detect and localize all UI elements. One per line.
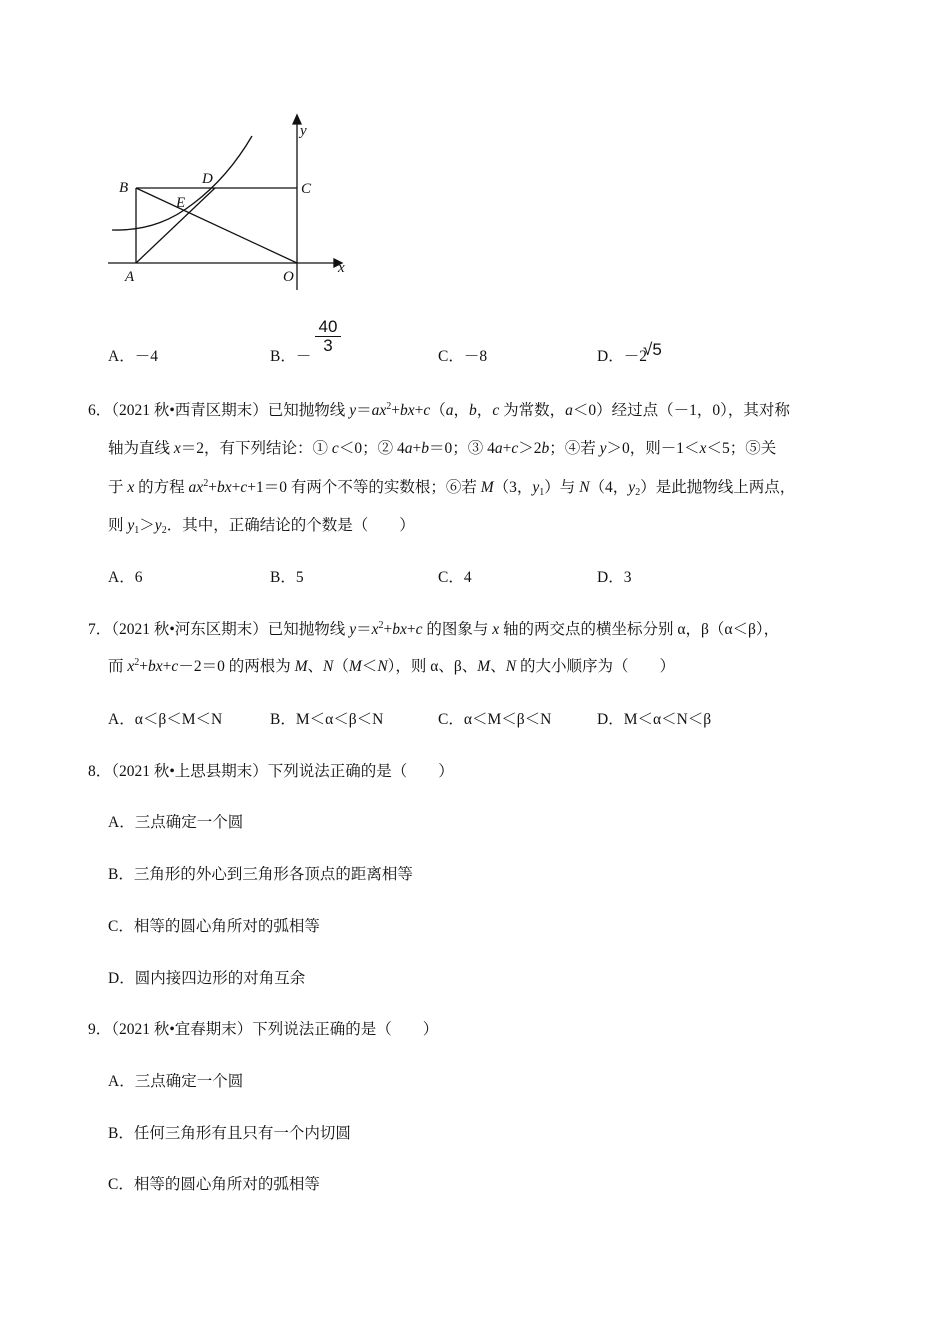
text-segment: 的图象与 <box>422 621 493 638</box>
text-segment: ＞0，则－1＜ <box>606 440 700 457</box>
text-segment: bx <box>392 621 407 638</box>
text-segment: （ <box>333 658 349 675</box>
text-segment: ＝ <box>356 402 372 419</box>
label-y: y <box>300 123 307 139</box>
answer-option: B．5 <box>270 569 304 586</box>
text-segment: b <box>421 440 429 457</box>
text-segment: y <box>349 621 357 638</box>
text-segment: 1 <box>539 487 545 498</box>
q5-option-b-fraction <box>315 318 341 355</box>
label-c: C <box>301 181 312 197</box>
text-segment: （4， <box>589 479 629 496</box>
text-segment: 轴的两交点的横坐标分别 α，β（α＜β）， <box>499 621 780 638</box>
question-6-line <box>88 398 790 420</box>
answer-option: C．4 <box>438 569 472 586</box>
label-o: O <box>283 269 294 285</box>
text-segment: 的大小顺序为（ ） <box>516 658 675 675</box>
text-segment: 轴为直线 <box>108 440 174 457</box>
text-segment: y <box>349 402 357 419</box>
text-segment: a <box>565 402 573 419</box>
parabola-rectangle-figure <box>100 110 360 290</box>
text-segment: 8．（2021 秋•上思县期末）下列说法正确的是（ ） <box>88 763 454 780</box>
text-segment: 9．（2021 秋•宜春期末）下列说法正确的是（ ） <box>88 1021 439 1038</box>
text-segment: N <box>323 658 334 675</box>
text-segment: x <box>371 621 379 638</box>
text-segment: ．其中，正确结论的个数是（ ） <box>166 517 415 534</box>
text-segment: y <box>127 517 135 534</box>
answer-choice: C．相等的圆心角所对的弧相等 <box>108 918 320 935</box>
text-segment: 、 <box>490 658 506 675</box>
text-segment: + <box>139 658 149 675</box>
text-segment: 而 <box>108 658 128 675</box>
text-segment: y <box>154 517 162 534</box>
fraction-numerator: 40 <box>315 318 341 337</box>
text-segment: ＝0；③ 4 <box>428 440 495 457</box>
text-segment: bx <box>148 658 163 675</box>
answer-option: B．M＜α＜β＜N <box>270 711 384 728</box>
text-segment: y <box>628 479 636 496</box>
text-segment: y <box>599 440 607 457</box>
text-segment: ＞2 <box>518 440 542 457</box>
answer-option: D．M＜α＜N＜β <box>597 711 712 728</box>
text-segment: ＜ <box>361 658 378 675</box>
text-segment: + <box>502 440 512 457</box>
text-segment: x <box>173 440 181 457</box>
question-9-line <box>88 1017 438 1039</box>
text-segment: + <box>406 621 416 638</box>
question-7-line <box>88 617 779 639</box>
q5-option-d: D．－2 <box>597 348 647 365</box>
text-segment: c <box>511 440 519 457</box>
text-segment: c <box>240 479 248 496</box>
answer-option: A．6 <box>108 569 143 586</box>
text-segment: ）是此抛物线上两点， <box>640 479 796 496</box>
answer-choice: A．三点确定一个圆 <box>108 814 244 831</box>
text-segment: （ <box>430 402 446 419</box>
text-segment: ＝2，有下列结论：① <box>180 440 332 457</box>
text-segment: 2 <box>386 401 392 412</box>
label-e: E <box>176 195 186 211</box>
label-x: x <box>338 260 345 276</box>
question-6-line <box>108 475 795 497</box>
question-6-line <box>108 436 776 458</box>
text-segment: （3， <box>493 479 533 496</box>
text-segment: 的方程 <box>134 479 189 496</box>
text-segment: M <box>294 658 308 675</box>
text-segment: c <box>415 621 423 638</box>
hyperbola-curve <box>112 136 252 230</box>
text-segment: 则 <box>108 517 128 534</box>
text-segment: ＜0）经过点（－1，0），其对称 <box>572 402 790 419</box>
question-8-line <box>88 759 454 781</box>
text-segment: 2 <box>635 487 641 498</box>
text-segment: y <box>532 479 540 496</box>
text-segment: ；④若 <box>549 440 600 457</box>
text-segment: c <box>423 402 431 419</box>
text-segment: M <box>348 658 362 675</box>
answer-choice: A．三点确定一个圆 <box>108 1073 244 1090</box>
text-segment: 于 <box>108 479 128 496</box>
text-segment: + <box>412 440 422 457</box>
text-segment: N <box>505 658 517 675</box>
question-6-line <box>108 513 415 535</box>
text-segment: ），则 α、β、 <box>387 658 478 675</box>
answer-option: A．α＜β＜M＜N <box>108 711 223 728</box>
text-segment: M <box>480 479 494 496</box>
fraction-denominator: 3 <box>323 336 333 355</box>
answer-choice: B．任何三角形有且只有一个内切圆 <box>108 1125 351 1142</box>
text-segment: c <box>492 402 500 419</box>
label-a: A <box>125 269 135 285</box>
text-segment: ＞ <box>139 517 155 534</box>
text-segment: 7．（2021 秋•河东区期末）已知抛物线 <box>88 621 350 638</box>
q5-option-d-radical: √5 <box>643 340 662 359</box>
text-segment: a <box>445 402 454 419</box>
text-segment: +1＝0 有两个不等的实数根；⑥若 <box>247 479 481 496</box>
text-segment: + <box>383 621 393 638</box>
text-segment: ＜0；② 4 <box>338 440 405 457</box>
text-segment: 2 <box>134 657 140 668</box>
text-segment: bx <box>399 402 415 419</box>
text-segment: ， <box>476 402 493 419</box>
text-segment: x <box>127 658 135 675</box>
text-segment: 2 <box>161 525 167 536</box>
answer-option: D．3 <box>597 569 632 586</box>
label-b: B <box>119 180 129 196</box>
text-segment: ， <box>453 402 470 419</box>
segment-bo <box>136 188 297 263</box>
text-segment: ax <box>371 402 387 419</box>
text-segment: ax <box>188 479 204 496</box>
text-segment: + <box>414 402 424 419</box>
text-segment: b <box>541 440 550 457</box>
text-segment: c <box>331 440 339 457</box>
text-segment: 2 <box>203 478 209 489</box>
text-segment: N <box>579 479 590 496</box>
answer-choice: D．圆内接四边形的对角互余 <box>108 970 306 987</box>
text-segment: 2 <box>378 620 384 631</box>
text-segment: b <box>469 402 477 419</box>
text-segment: x <box>492 621 500 638</box>
text-segment: N <box>377 658 388 675</box>
text-segment: 1 <box>134 525 140 536</box>
text-segment: ＝ <box>356 621 372 638</box>
text-segment: bx <box>216 479 232 496</box>
answer-choice: B．三角形的外心到三角形各顶点的距离相等 <box>108 866 413 883</box>
text-segment: x <box>699 440 707 457</box>
text-segment: a <box>404 440 413 457</box>
text-segment: M <box>477 658 491 675</box>
text-segment: + <box>391 402 400 419</box>
label-d: D <box>202 171 213 187</box>
text-segment: ＜5；⑤关 <box>706 440 777 457</box>
text-segment: c <box>171 658 179 675</box>
q5-option-b: B．－ <box>270 348 312 365</box>
text-segment: ）与 <box>544 479 580 496</box>
answer-choice: C．相等的圆心角所对的弧相等 <box>108 1176 320 1193</box>
q5-option-a: A．－4 <box>108 348 158 365</box>
text-segment: 6．（2021 秋•西青区期末）已知抛物线 <box>88 402 350 419</box>
q5-option-c: C．－8 <box>438 348 488 365</box>
question-7-line <box>108 654 675 676</box>
text-segment: x <box>127 479 135 496</box>
text-segment: a <box>494 440 503 457</box>
text-segment: + <box>162 658 172 675</box>
text-segment: 、 <box>307 658 324 675</box>
text-segment: + <box>231 479 241 496</box>
answer-option: C．α＜M＜β＜N <box>438 711 552 728</box>
text-segment: + <box>208 479 217 496</box>
text-segment: －2＝0 的两根为 <box>178 658 295 675</box>
text-segment: 为常数， <box>499 402 566 419</box>
